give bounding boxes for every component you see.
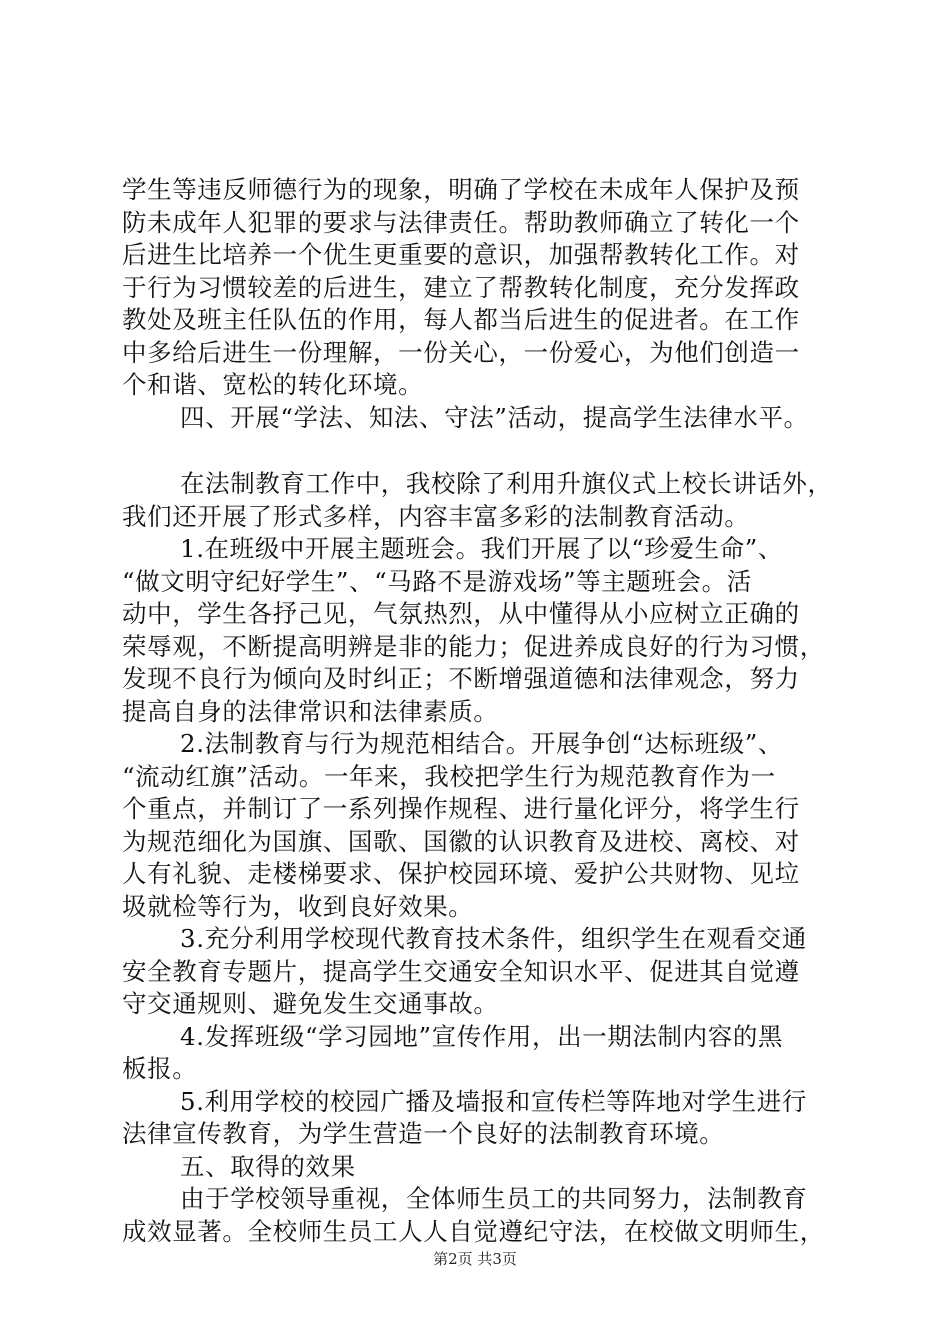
text-line: 个重点，并制订了一系列操作规程、进行量化评分，将学生行 — [122, 794, 800, 823]
text-line: 后进生比培养一个优生更重要的意识，加强帮教转化工作。对 — [122, 240, 800, 269]
text-line: 个和谐、宽松的转化环境。 — [122, 370, 424, 399]
text-line: 在法制教育工作中，我校除了利用升旗仪式上校长讲话外， — [180, 469, 833, 498]
text-line: 荣辱观，不断提高明辨是非的能力；促进养成良好的行为习惯， — [122, 631, 825, 661]
text-line: 4.发挥班级“学习园地”宣传作用，出一期法制内容的黑 — [180, 1021, 784, 1051]
text-line: “流动红旗”活动。一年来，我校把学生行为规范教育作为一 — [122, 761, 776, 791]
text-line: 五、取得的效果 — [180, 1151, 356, 1181]
text-line: 5.利用学校的校园广播及墙报和宣传栏等阵地对学生进行 — [180, 1086, 807, 1116]
text-line: 发现不良行为倾向及时纠正；不断增强道德和法律观念，努力 — [122, 664, 800, 693]
text-line: 为规范细化为国旗、国歌、国徽的认识教育及进校、离校、对 — [122, 826, 800, 856]
text-line: 提高自身的法律常识和法律素质。 — [122, 696, 499, 726]
text-line: 圾就检等行为，收到良好效果。 — [122, 891, 474, 921]
text-line: 防未成年人犯罪的要求与法律责任。帮助教师确立了转化一个 — [122, 207, 800, 237]
text-line: 3.充分利用学校现代教育技术条件，组织学生在观看交通 — [180, 924, 807, 953]
text-line: 教处及班主任队伍的作用，每人都当后进生的促进者。在工作 — [122, 305, 800, 334]
text-line: 由于学校领导重视，全体师生员工的共同努力，法制教育 — [180, 1184, 808, 1213]
page-number: 第2页 共3页 — [433, 1250, 517, 1268]
text-line: 中多给后进生一份理解，一份关心，一份爱心，为他们创造一 — [122, 337, 800, 367]
text-line: 动中，学生各抒己见，气氛热烈，从中懂得从小应树立正确的 — [122, 599, 800, 628]
text-line: 1.在班级中开展主题班会。我们开展了以“珍爱生命”、 — [180, 534, 784, 563]
text-line: 法律宣传教育，为学生营造一个良好的法制教育环境。 — [122, 1119, 725, 1148]
text-line: 我们还开展了形式多样，内容丰富多彩的法制教育活动。 — [122, 501, 750, 531]
text-line: 学生等违反师德行为的现象，明确了学校在未成年人保护及预 — [122, 175, 800, 204]
text-line: 安全教育专题片，提高学生交通安全知识水平、促进其自觉遵 — [122, 956, 800, 986]
text-line: 人有礼貌、走楼梯要求、保护校园环境、爱护公共财物、见垃 — [122, 859, 800, 888]
document-body — [122, 174, 832, 1248]
text-line: 于行为习惯较差的后进生，建立了帮教转化制度，充分发挥政 — [122, 272, 800, 302]
text-line: 四、开展“学法、知法、守法”活动，提高学生法律水平。 — [180, 402, 809, 432]
text-line: 板报。 — [122, 1054, 198, 1083]
text-line: 成效显著。全校师生员工人人自觉遵纪守法，在校做文明师生， — [122, 1216, 825, 1246]
text-line: 2.法制教育与行为规范相结合。开展争创“达标班级”、 — [180, 729, 784, 758]
text-line: “做文明守纪好学生”、“马路不是游戏场”等主题班会。活 — [122, 566, 752, 596]
text-line: 守交通规则、避免发生交通事故。 — [122, 989, 499, 1018]
